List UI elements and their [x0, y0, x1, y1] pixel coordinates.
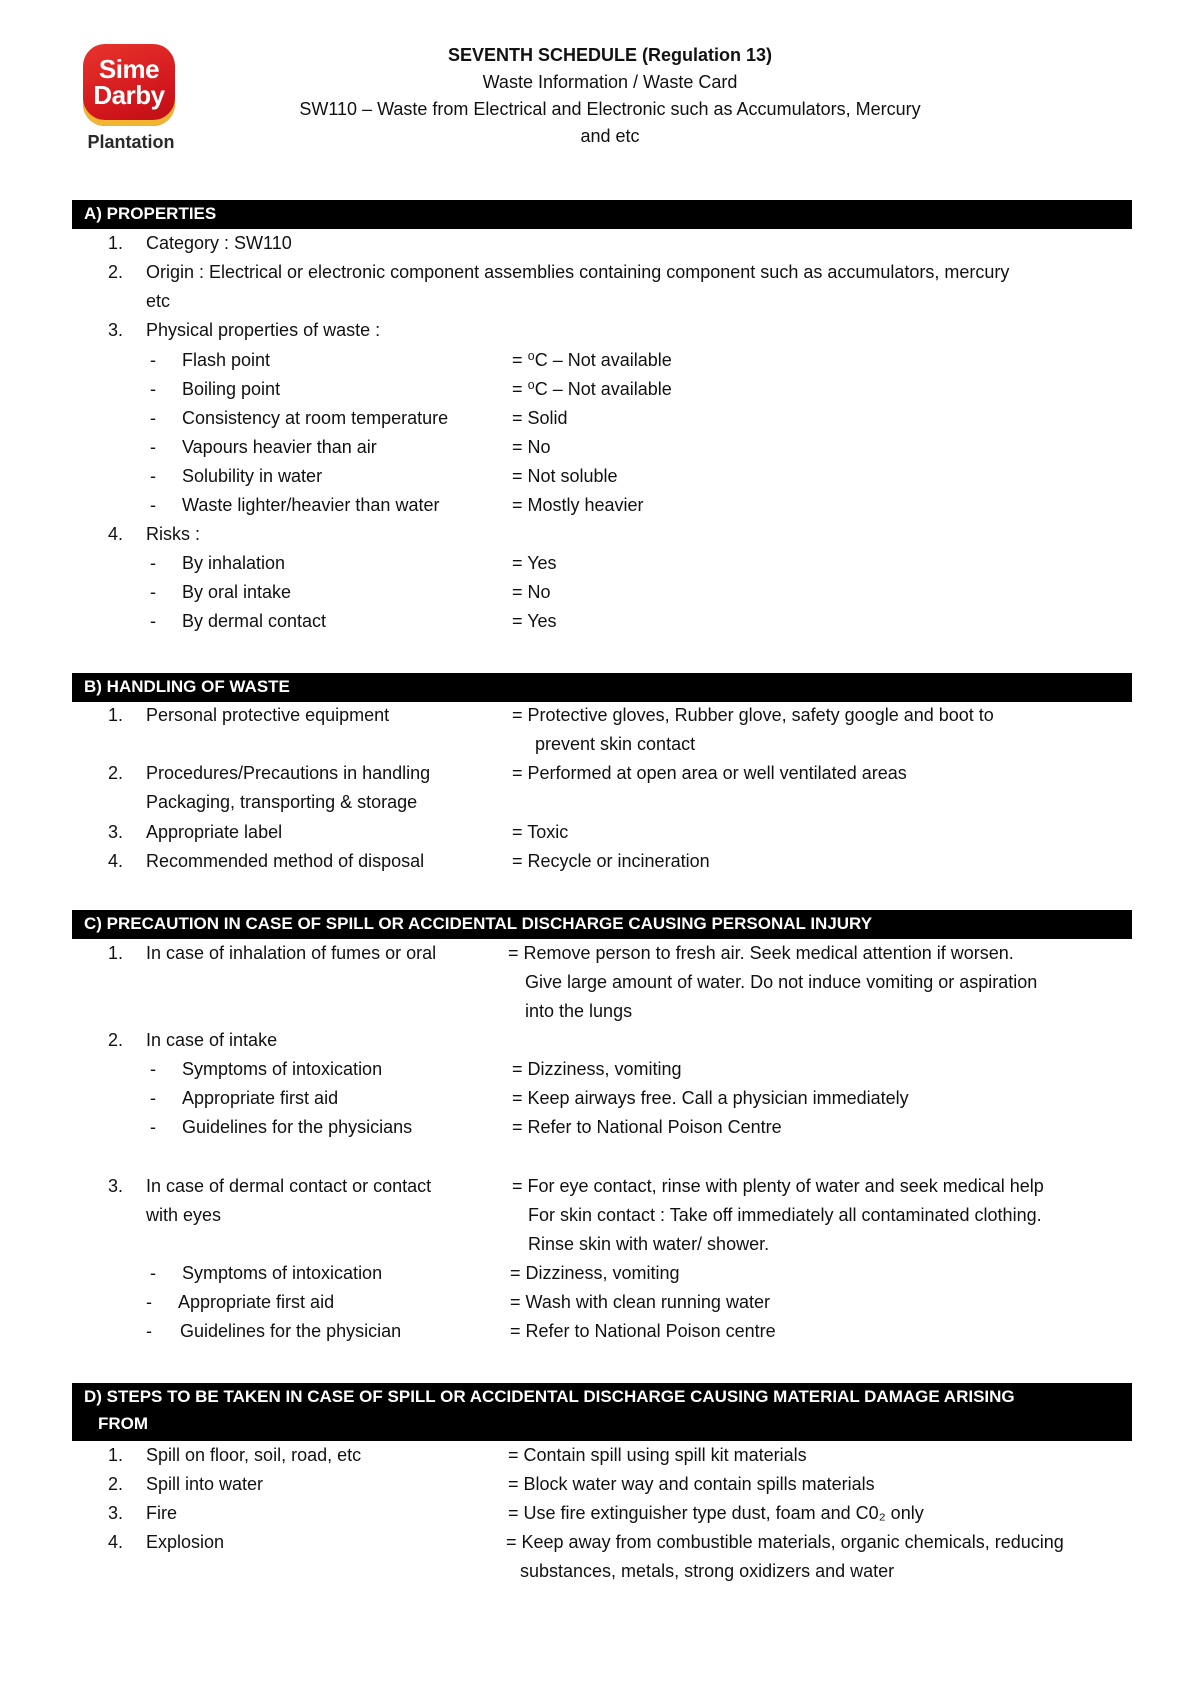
c-dermal-item-key: Guidelines for the physician [180, 1321, 402, 1341]
logo-line2: Darby [93, 80, 165, 110]
b-proc-key-2: Packaging, transporting & storage [146, 792, 418, 812]
num-a4: 4. [108, 524, 124, 544]
b-proc-key-1: Procedures/Precautions in handling [146, 763, 431, 783]
c-dermal-value-3: Rinse skin with water/ shower. [528, 1234, 770, 1254]
b-label-value: = Toxic [512, 822, 569, 842]
c-dermal-key-2: with eyes [146, 1205, 222, 1225]
section-d-header [72, 1383, 1132, 1441]
b-ppe-value-2: prevent skin contact [535, 734, 696, 754]
section-d-title-1: D) STEPS TO BE TAKEN IN CASE OF SPILL OR ACCIDENTAL DISCHARGE CAUSING MATERIAL DAMAGE ARISING [84, 1387, 1015, 1406]
prop-key: Boiling point [182, 379, 281, 399]
b-label-key: Appropriate label [146, 822, 283, 842]
c-inhal-value-3: into the lungs [525, 1001, 633, 1021]
prop-key: Solubility in water [182, 466, 323, 486]
prop-value: = ⁰C – Not available [512, 350, 672, 370]
logo-line1: Sime [98, 54, 160, 84]
prop-key: Waste lighter/heavier than water [182, 495, 440, 515]
c-inhal-value-1: = Remove person to fresh air. Seek medical attention if worsen. [508, 943, 1014, 963]
d-item-value: = Keep away from combustible materials, organic chemicals, reducing [506, 1532, 1064, 1552]
num-a1: 1. [108, 233, 124, 253]
d-item-key: Spill on floor, soil, road, etc [146, 1445, 362, 1465]
num-d4: 4. [108, 1532, 124, 1552]
d-item-key: Spill into water [146, 1474, 264, 1494]
dash: - [150, 1117, 156, 1137]
b-disposal-value: = Recycle or incineration [512, 851, 710, 871]
risk-key: By oral intake [182, 582, 292, 602]
c-intake-item-key: Appropriate first aid [182, 1088, 339, 1108]
b-proc-value: = Performed at open area or well ventilated areas [512, 763, 907, 783]
d-item-value: = Contain spill using spill kit materials [508, 1445, 807, 1465]
num-b1: 1. [108, 705, 124, 725]
prop-value: = ⁰C – Not available [512, 379, 672, 399]
d-item-value: = Use fire extinguisher type dust, foam and C0₂ only [508, 1503, 924, 1523]
risk-key: By dermal contact [182, 611, 327, 631]
a-risks: Risks : [146, 524, 200, 544]
num-d1: 1. [108, 1445, 124, 1465]
dash: - [146, 1292, 152, 1312]
c-dermal-item-value: = Wash with clean running water [510, 1292, 770, 1312]
c-intake-item-key: Symptoms of intoxication [182, 1059, 383, 1079]
dash: - [150, 495, 156, 515]
num-c1: 1. [108, 943, 124, 963]
dash: - [150, 350, 156, 370]
dash: - [150, 1059, 156, 1079]
dash: - [150, 466, 156, 486]
prop-value: = Not soluble [512, 466, 618, 486]
c-intake-item-key: Guidelines for the physicians [182, 1117, 413, 1137]
c-inhal-value-2: Give large amount of water. Do not induce vomiting or aspiration [525, 972, 1038, 992]
prop-key: Consistency at room temperature [182, 408, 449, 428]
a-origin-1: Origin : Electrical or electronic component assemblies containing component such as accumulators, mercury [146, 262, 1010, 282]
prop-key: Flash point [182, 350, 271, 370]
c-dermal-key-1: In case of dermal contact or contact [146, 1176, 432, 1196]
risk-value: = Yes [512, 553, 557, 573]
prop-value: = Mostly heavier [512, 495, 644, 515]
a-physical: Physical properties of waste : [146, 320, 381, 340]
risk-key: By inhalation [182, 553, 286, 573]
dash: - [146, 1321, 152, 1341]
prop-value: = Solid [512, 408, 568, 428]
dash: - [150, 437, 156, 457]
b-ppe-value-1: = Protective gloves, Rubber glove, safety google and boot to [512, 705, 994, 725]
dash: - [150, 1263, 156, 1283]
num-b4: 4. [108, 851, 124, 871]
page-desc-1: SW110 – Waste from Electrical and Electronic such as Accumulators, Mercury [299, 99, 921, 119]
logo-sub: Plantation [87, 132, 175, 152]
a-category: Category : SW110 [146, 233, 292, 253]
c-intake-item-value: = Refer to National Poison Centre [512, 1117, 782, 1137]
b-disposal-key: Recommended method of disposal [146, 851, 425, 871]
dash: - [150, 379, 156, 399]
dash: - [150, 553, 156, 573]
d-item-key: Fire [146, 1503, 177, 1523]
dash: - [150, 611, 156, 631]
section-d-title-2: FROM [98, 1414, 149, 1433]
document-header [230, 42, 990, 150]
sime-darby-logo [76, 44, 186, 156]
page-subtitle: Waste Information / Waste Card [482, 72, 738, 92]
num-a2: 2. [108, 262, 124, 282]
a-origin-2: etc [146, 291, 171, 311]
risk-value: = Yes [512, 611, 557, 631]
c-dermal-item-value: = Dizziness, vomiting [510, 1263, 680, 1283]
num-b3: 3. [108, 822, 124, 842]
c-intake-item-value: = Dizziness, vomiting [512, 1059, 682, 1079]
num-a3: 3. [108, 320, 124, 340]
dash: - [150, 1088, 156, 1108]
c-dermal-value-2: For skin contact : Take off immediately all contaminated clothing. [528, 1205, 1042, 1225]
section-b-header: B) HANDLING OF WASTE [72, 673, 1132, 702]
page-desc-2: and etc [580, 126, 640, 146]
section-c-header: C) PRECAUTION IN CASE OF SPILL OR ACCIDENTAL DISCHARGE CAUSING PERSONAL INJURY [72, 910, 1132, 939]
c-dermal-item-key: Symptoms of intoxication [182, 1263, 383, 1283]
num-c2: 2. [108, 1030, 124, 1050]
logo-badge [83, 44, 175, 126]
prop-value: = No [512, 437, 551, 457]
d-explosion-value-2: substances, metals, strong oxidizers and water [520, 1561, 895, 1581]
dash: - [150, 582, 156, 602]
d-item-value: = Block water way and contain spills materials [508, 1474, 875, 1494]
c-dermal-item-key: Appropriate first aid [178, 1292, 335, 1312]
num-d3: 3. [108, 1503, 124, 1523]
c-intake-key: In case of intake [146, 1030, 278, 1050]
risk-value: = No [512, 582, 551, 602]
num-b2: 2. [108, 763, 124, 783]
c-dermal-item-value: = Refer to National Poison centre [510, 1321, 776, 1341]
section-a-header: A) PROPERTIES [72, 200, 1132, 229]
c-intake-item-value: = Keep airways free. Call a physician immediately [512, 1088, 909, 1108]
prop-key: Vapours heavier than air [182, 437, 377, 457]
page-title: SEVENTH SCHEDULE (Regulation 13) [447, 45, 773, 65]
dash: - [150, 408, 156, 428]
c-dermal-value-1: = For eye contact, rinse with plenty of water and seek medical help [512, 1176, 1044, 1196]
num-c3: 3. [108, 1176, 124, 1196]
num-d2: 2. [108, 1474, 124, 1494]
d-item-key: Explosion [146, 1532, 225, 1552]
c-inhal-key: In case of inhalation of fumes or oral [146, 943, 437, 963]
b-ppe-key: Personal protective equipment [146, 705, 390, 725]
